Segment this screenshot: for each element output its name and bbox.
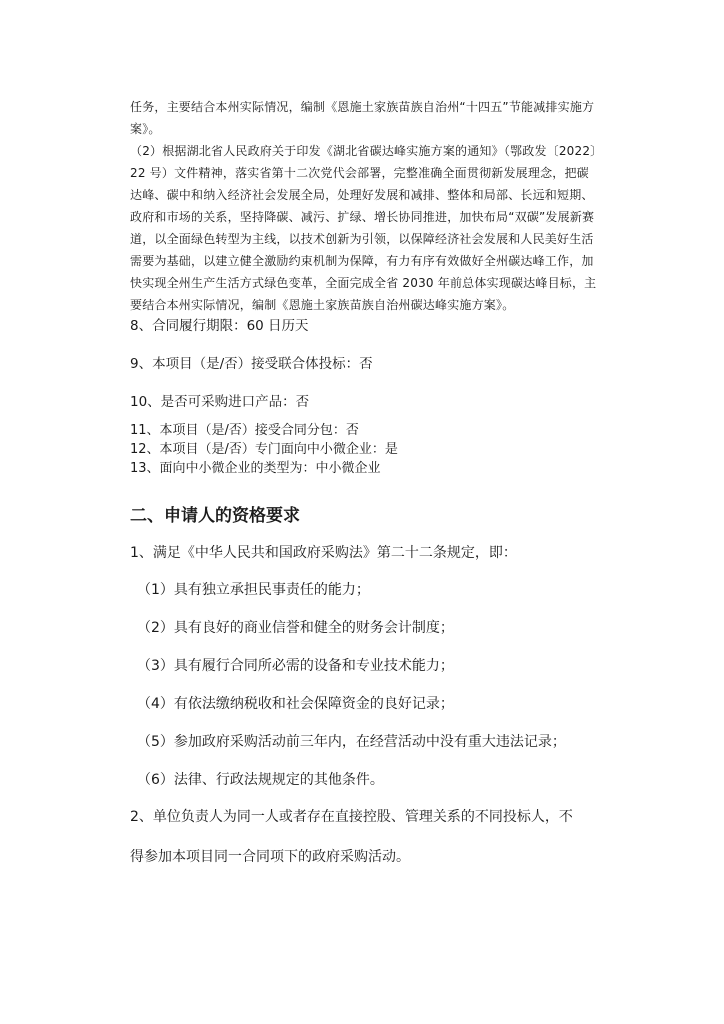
requirement-2-line-1: 2、单位负责人为同一人或者存在直接控股、管理关系的不同投标人，不	[130, 809, 573, 825]
requirement-sub-4: （4）有依法缴纳税收和社会保障资金的良好记录；	[137, 696, 454, 712]
section-heading: 二、申请人的资格要求	[130, 506, 300, 526]
item-subcontract: 11、本项目（是/否）接受合同分包：否	[130, 423, 359, 438]
requirement-sub-2: （2）具有良好的商业信誉和健全的财务会计制度；	[137, 620, 454, 636]
requirement-1: 1、满足《中华人民共和国政府采购法》第二十二条规定，即：	[130, 545, 517, 561]
item-sme-only: 12、本项目（是/否）专门面向中小微企业：是	[130, 442, 398, 457]
requirement-sub-1: （1）具有独立承担民事责任的能力；	[137, 582, 370, 598]
requirement-sub-6: （6）法律、行政法规规定的其他条件。	[137, 772, 384, 788]
item-sme-type: 13、面向中小微企业的类型为：中小微企业	[130, 461, 381, 476]
requirement-2-line-2: 得参加本项目同一合同项下的政府采购活动。	[130, 849, 410, 865]
intro-paragraph-2: （2）根据湖北省人民政府关于印发《湖北省碳达峰实施方案的通知》（鄂政发〔2022〕22 号）文件精神，落实省第十二次党代会部署，完整准确全面贯彻新发展理念，把碳达峰、碳中和纳入经济社会发展全局，处理好发展和减排、整体和局部、长远和短期、政府和市场的关系，坚持降碳、减污、扩绿、增长协同推进，加快布局“双碳”发展新赛道，以全面绿色转型为主线，以技术创新为引领，以保障经济社会发展和人民美好生活需要为基础，以建立健全激励约束机制为保障，有力有序有效做好全州碳达峰工作，加快实现全州生产生活方式绿色变革，全面完成全省 2030 年前总体实现碳达峰目标，主要结合本州实际情况，编制《恩施土家族苗族自治州碳达峰实施方案》。	[130, 144, 597, 312]
requirement-sub-5: （5）参加政府采购活动前三年内，在经营活动中没有重大违法记录；	[137, 734, 566, 750]
intro-paragraph-1: 任务，主要结合本州实际情况，编制《恩施土家族苗族自治州“十四五”节能减排实施方案》。	[130, 100, 595, 136]
item-contract-period: 8、合同履行期限：60 日历天	[130, 318, 309, 334]
item-consortium-bid: 9、本项目（是/否）接受联合体投标：否	[130, 356, 373, 372]
item-import-products: 10、是否可采购进口产品：否	[130, 394, 310, 410]
requirement-sub-3: （3）具有履行合同所必需的设备和专业技术能力；	[137, 658, 454, 674]
